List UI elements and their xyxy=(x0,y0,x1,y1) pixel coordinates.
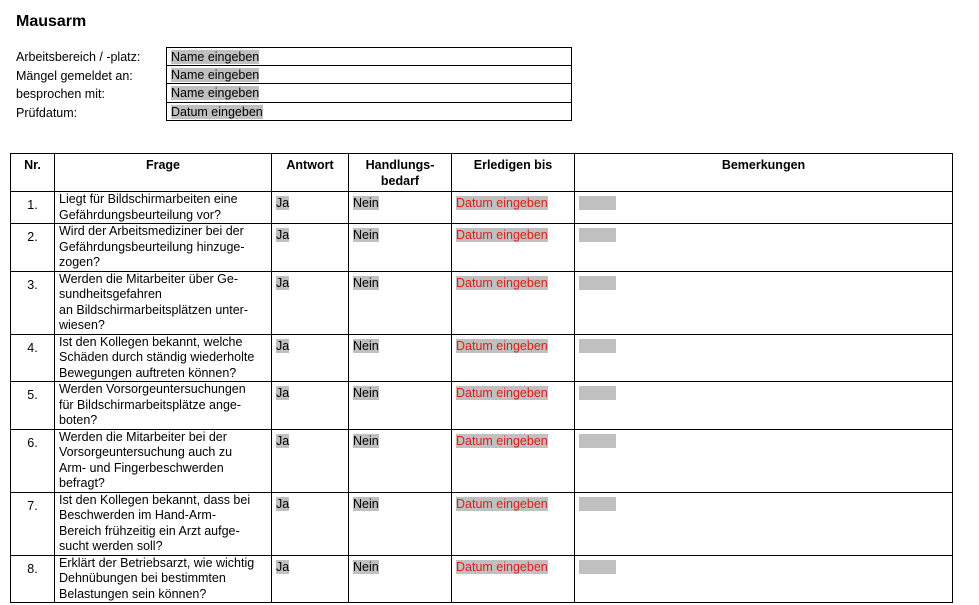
question-line: sundheitsgefahren xyxy=(59,287,162,301)
field-placeholder[interactable]: Name eingeben xyxy=(171,67,260,82)
header-nr: Nr. xyxy=(11,154,55,192)
row-number: 1. xyxy=(11,192,55,224)
row-number: 4. xyxy=(11,334,55,382)
handlungsbedarf-cell[interactable] xyxy=(349,192,452,224)
antwort-dropdown[interactable]: Ja xyxy=(276,196,290,210)
question-line: Wird der Arbeitsmediziner bei der xyxy=(59,224,244,238)
antwort-cell[interactable] xyxy=(272,224,349,272)
header-handlung-line-1: Handlungs- xyxy=(365,158,435,172)
meta-label: besprochen mit: xyxy=(16,87,105,101)
table-row xyxy=(11,192,953,224)
remark-text-field[interactable] xyxy=(579,497,616,511)
erledigen-bis-cell[interactable] xyxy=(452,555,575,603)
antwort-dropdown[interactable]: Ja xyxy=(276,433,290,448)
question-line: wiesen? xyxy=(59,318,105,332)
meta-row-maengel xyxy=(16,66,572,85)
erledigen-bis-cell[interactable] xyxy=(452,429,575,492)
antwort-dropdown[interactable]: Ja xyxy=(276,386,290,400)
remark-text-field[interactable] xyxy=(579,339,616,353)
date-picker-field[interactable]: Datum eingeben xyxy=(456,559,548,574)
bemerkungen-cell[interactable] xyxy=(575,271,953,334)
header-bemerkungen: Bemerkungen xyxy=(575,154,953,192)
question-cell xyxy=(55,492,272,555)
row-number: 3. xyxy=(11,271,55,334)
date-picker-field[interactable]: Datum eingeben xyxy=(456,433,548,448)
question-cell xyxy=(55,224,272,272)
antwort-cell[interactable] xyxy=(272,334,349,382)
remark-text-field[interactable] xyxy=(579,196,616,210)
meta-row-arbeitsbereich xyxy=(16,47,572,66)
document-title: Mausarm xyxy=(16,13,87,30)
meta-label: Mängel gemeldet an: xyxy=(16,68,133,83)
date-picker-field[interactable]: Datum eingeben xyxy=(456,275,548,290)
erledigen-bis-cell[interactable] xyxy=(452,224,575,272)
meta-label: Prüfdatum: xyxy=(16,105,78,120)
antwort-dropdown[interactable]: Ja xyxy=(276,228,290,242)
handlungsbedarf-cell[interactable] xyxy=(349,224,452,272)
table-row xyxy=(11,271,953,334)
handlungsbedarf-dropdown[interactable]: Nein xyxy=(353,196,379,210)
question-line: Arm- und Fingerbeschwerden xyxy=(59,460,224,475)
date-picker-field[interactable]: Datum eingeben xyxy=(456,338,548,353)
erledigen-bis-cell[interactable] xyxy=(452,192,575,224)
handlungsbedarf-cell[interactable] xyxy=(349,271,452,334)
question-line: für Bildschirmarbeitsplätze ange- xyxy=(59,397,242,412)
antwort-cell[interactable] xyxy=(272,555,349,603)
handlungsbedarf-cell[interactable] xyxy=(349,382,452,430)
question-cell xyxy=(55,555,272,603)
antwort-cell[interactable] xyxy=(272,192,349,224)
antwort-cell[interactable] xyxy=(272,492,349,555)
remark-text-field[interactable] xyxy=(579,276,616,290)
maengel-gemeldet-field[interactable] xyxy=(166,66,572,85)
date-picker-field[interactable]: Datum eingeben xyxy=(456,496,548,511)
question-line: Beschwerden im Hand-Arm- xyxy=(59,508,216,522)
header-antwort: Antwort xyxy=(272,154,349,192)
handlungsbedarf-dropdown[interactable]: Nein xyxy=(353,433,379,448)
header-frage: Frage xyxy=(55,154,272,192)
arbeitsbereich-field[interactable] xyxy=(166,47,572,66)
header-erledigen-bis: Erledigen bis xyxy=(452,154,575,192)
bemerkungen-cell[interactable] xyxy=(575,429,953,492)
question-line: Gefährdungsbeurteilung vor? xyxy=(59,207,221,222)
handlungsbedarf-dropdown[interactable]: Nein xyxy=(353,275,379,290)
besprochen-mit-field[interactable] xyxy=(166,84,572,103)
bemerkungen-cell[interactable] xyxy=(575,192,953,224)
handlungsbedarf-dropdown[interactable]: Nein xyxy=(353,338,379,353)
handlungsbedarf-dropdown[interactable]: Nein xyxy=(353,386,379,400)
table-header-row xyxy=(11,154,953,192)
question-cell xyxy=(55,192,272,224)
remark-text-field[interactable] xyxy=(579,434,616,448)
date-picker-field[interactable]: Datum eingeben xyxy=(456,386,548,400)
antwort-dropdown[interactable]: Ja xyxy=(276,275,290,290)
handlungsbedarf-cell[interactable] xyxy=(349,429,452,492)
remark-text-field[interactable] xyxy=(579,228,616,242)
bemerkungen-cell[interactable] xyxy=(575,334,953,382)
meta-label: Arbeitsbereich / -platz: xyxy=(16,50,141,64)
question-line: an Bildschirmarbeitsplätzen unter- xyxy=(59,302,248,317)
handlungsbedarf-dropdown[interactable]: Nein xyxy=(353,228,379,242)
table-row xyxy=(11,429,953,492)
table-row xyxy=(11,334,953,382)
question-line: sucht werden soll? xyxy=(59,539,163,553)
field-placeholder[interactable]: Datum eingeben xyxy=(171,104,263,119)
question-line: Bereich frühzeitig ein Arzt aufge- xyxy=(59,523,240,538)
row-number: 8. xyxy=(11,555,55,603)
antwort-dropdown[interactable]: Ja xyxy=(276,496,290,511)
date-picker-field[interactable]: Datum eingeben xyxy=(456,228,548,242)
row-number: 7. xyxy=(11,492,55,555)
bemerkungen-cell[interactable] xyxy=(575,492,953,555)
handlungsbedarf-cell[interactable] xyxy=(349,555,452,603)
bemerkungen-cell[interactable] xyxy=(575,555,953,603)
table-row xyxy=(11,555,953,603)
checklist-table xyxy=(10,153,953,603)
bemerkungen-cell[interactable] xyxy=(575,224,953,272)
field-placeholder[interactable]: Name eingeben xyxy=(171,50,260,64)
question-line: Ist den Kollegen bekannt, welche xyxy=(59,334,243,349)
table-row xyxy=(11,492,953,555)
question-cell xyxy=(55,429,272,492)
question-line: Liegt für Bildschirmarbeiten eine xyxy=(59,192,238,206)
question-line: boten? xyxy=(59,413,98,427)
handlungsbedarf-dropdown[interactable]: Nein xyxy=(353,559,379,574)
question-line: Erklärt der Betriebsarzt, wie wichtig xyxy=(59,555,255,570)
row-number: 6. xyxy=(11,429,55,492)
question-line: Werden die Mitarbeiter über Ge- xyxy=(59,271,239,286)
row-number: 5. xyxy=(11,382,55,430)
question-line: zogen? xyxy=(59,255,101,269)
table-row xyxy=(11,224,953,272)
handlungsbedarf-cell[interactable] xyxy=(349,334,452,382)
question-line: Bewegungen auftreten können? xyxy=(59,365,237,380)
question-line: Vorsorgeuntersuchung auch zu xyxy=(59,445,233,459)
question-line: Gefährdungsbeurteilung hinzuge- xyxy=(59,239,245,254)
remark-text-field[interactable] xyxy=(579,560,616,574)
handlungsbedarf-cell[interactable] xyxy=(349,492,452,555)
antwort-cell[interactable] xyxy=(272,271,349,334)
erledigen-bis-cell[interactable] xyxy=(452,492,575,555)
field-placeholder[interactable]: Name eingeben xyxy=(171,86,260,100)
question-line: befragt? xyxy=(59,476,105,490)
pruefdatum-field[interactable] xyxy=(166,103,572,122)
question-line: Ist den Kollegen bekannt, dass bei xyxy=(59,492,251,507)
bemerkungen-cell[interactable] xyxy=(575,382,953,430)
antwort-dropdown[interactable]: Ja xyxy=(276,338,290,353)
meta-fields xyxy=(16,47,572,121)
question-line: Werden Vorsorgeuntersuchungen xyxy=(59,382,246,396)
handlungsbedarf-dropdown[interactable]: Nein xyxy=(353,496,379,511)
antwort-dropdown[interactable]: Ja xyxy=(276,559,290,574)
header-handlungsbedarf xyxy=(349,154,452,192)
date-picker-field[interactable]: Datum eingeben xyxy=(456,196,548,210)
remark-text-field[interactable] xyxy=(579,386,616,400)
question-line: Belastungen sein können? xyxy=(59,586,207,601)
header-handlung-line-2: bedarf xyxy=(380,173,420,188)
antwort-cell[interactable] xyxy=(272,382,349,430)
table-row xyxy=(11,382,953,430)
question-line: Werden die Mitarbeiter bei der xyxy=(59,429,227,444)
meta-row-besprochen xyxy=(16,84,572,103)
antwort-cell[interactable] xyxy=(272,429,349,492)
question-cell xyxy=(55,334,272,382)
question-cell xyxy=(55,271,272,334)
erledigen-bis-cell[interactable] xyxy=(452,271,575,334)
erledigen-bis-cell[interactable] xyxy=(452,334,575,382)
question-line: Schäden durch ständig wiederholte xyxy=(59,350,255,364)
question-cell xyxy=(55,382,272,430)
erledigen-bis-cell[interactable] xyxy=(452,382,575,430)
row-number: 2. xyxy=(11,224,55,272)
meta-row-pruefdatum xyxy=(16,103,572,122)
question-line: Dehnübungen bei bestimmten xyxy=(59,571,226,585)
